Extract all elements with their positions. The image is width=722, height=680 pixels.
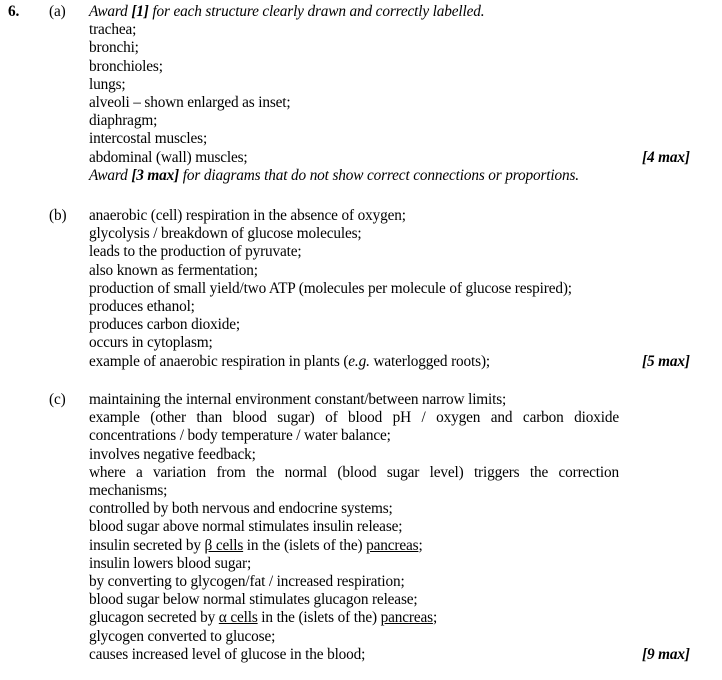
list-item: alveoli – shown enlarged as inset; — [89, 93, 291, 111]
part-a-note — [89, 167, 619, 185]
list-item: occurs in cytoplasm; — [89, 334, 213, 352]
list-item: produces carbon dioxide; — [89, 316, 241, 334]
part-c-marks: [9 max] — [642, 645, 690, 663]
list-item: blood sugar below normal stimulates glucagon release; — [89, 591, 418, 609]
part-b-lines — [89, 207, 619, 371]
list-item: blood sugar above normal stimulates insulin release; — [89, 518, 403, 536]
part-a-lines — [89, 3, 619, 185]
note-text: for diagrams that do not show correct connections or proportions. — [179, 166, 579, 184]
list-item: diaphragm; — [89, 112, 158, 130]
list-item: controlled by both nervous and endocrine systems; — [89, 500, 393, 518]
part-b-marks: [5 max] — [642, 352, 690, 370]
list-item — [89, 353, 619, 371]
list-item: leads to the production of pyruvate; — [89, 243, 302, 261]
list-item: by converting to glycogen/fat / increased respiration; — [89, 572, 405, 590]
note-mark: [3 max] — [131, 166, 180, 184]
list-item: maintaining the internal environment constant/between narrow limits; — [89, 391, 507, 408]
part-a-label: (a) — [49, 3, 66, 20]
list-item: insulin lowers blood sugar; — [89, 554, 252, 572]
question-number: 6. — [8, 3, 20, 20]
item-abbrev: e.g. — [348, 352, 370, 370]
item-text: insulin secreted by — [89, 536, 205, 554]
part-c-label: (c) — [49, 391, 66, 408]
list-item: lungs; — [89, 75, 126, 93]
key-term: α cells — [218, 609, 258, 627]
item-text: waterlogged roots); — [369, 352, 490, 370]
list-item: bronchi; — [89, 39, 139, 57]
list-item: involves negative feedback; — [89, 445, 256, 463]
list-item: causes increased level of glucose in the blood; — [89, 645, 366, 663]
list-item: also known as fermentation; — [89, 261, 258, 279]
key-term: pancreas — [366, 536, 419, 554]
intro-text: for each structure clearly drawn and correctly labelled. — [148, 3, 485, 20]
list-item: production of small yield/two ATP (molecules per molecule of glucose respired); — [89, 279, 572, 297]
list-item: glycogen converted to glucose; — [89, 627, 276, 645]
list-item: glycolysis / breakdown of glucose molecules; — [89, 225, 362, 243]
item-text: glucagon secreted by — [89, 609, 219, 627]
intro-mark: [1] — [131, 3, 149, 20]
list-item: bronchioles; — [89, 57, 163, 75]
list-item: produces ethanol; — [89, 297, 195, 315]
item-text: in the (islets of the) — [257, 609, 381, 627]
item-text: example of anaerobic respiration in plants ( — [89, 352, 349, 370]
part-b-label: (b) — [49, 207, 67, 224]
list-item: intercostal muscles; — [89, 130, 208, 148]
part-a-intro — [89, 3, 619, 21]
key-term: pancreas — [380, 609, 433, 627]
list-item — [89, 609, 619, 627]
key-term: β cells — [204, 536, 244, 554]
item-text: ; — [432, 609, 438, 627]
list-item: anaerobic (cell) respiration in the absence of oxygen; — [89, 207, 406, 224]
intro-text: Award — [89, 3, 132, 20]
list-item: where a variation from the normal (blood sugar level) triggers the correction mechanisms; — [89, 463, 619, 499]
list-item — [89, 537, 619, 555]
part-a-marks: [4 max] — [642, 148, 690, 166]
list-item: example (other than blood sugar) of blood pH / oxygen and carbon dioxide concentrations / body temperature / water balance; — [89, 409, 619, 445]
list-item: abdominal (wall) muscles; — [89, 148, 248, 166]
item-text: ; — [418, 536, 423, 554]
item-text: in the (islets of the) — [243, 536, 367, 554]
part-c-lines — [89, 391, 619, 664]
list-item: trachea; — [89, 21, 137, 39]
note-text: Award — [89, 166, 132, 184]
